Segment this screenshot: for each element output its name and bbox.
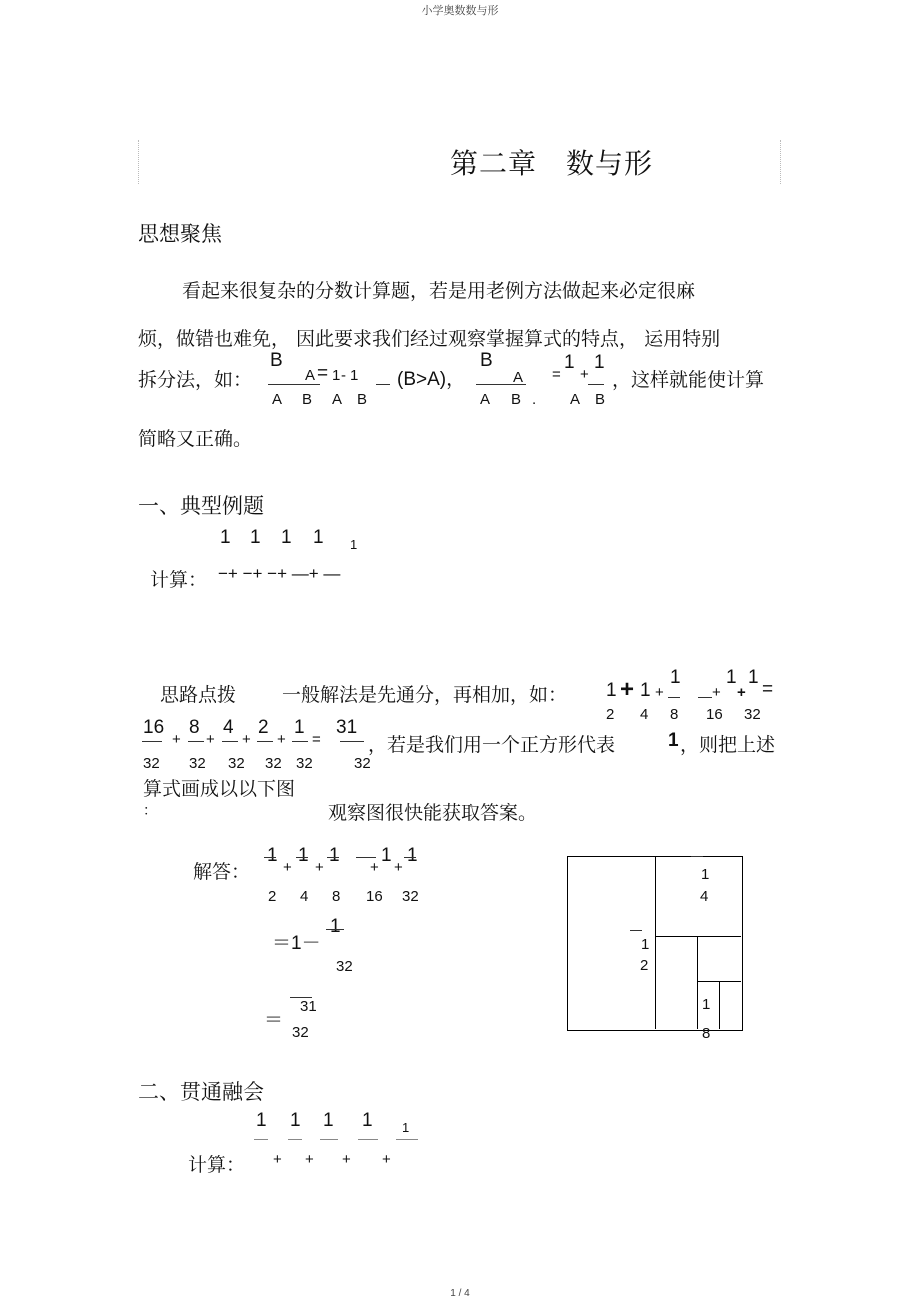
label-quarter-den: 4 [700, 888, 709, 905]
thirty-second-divider [719, 981, 720, 1029]
answer-label: 解答： [193, 861, 251, 883]
hint-line-4-colon: ： [143, 803, 157, 819]
page-header: 小学奥数数与形 [421, 4, 499, 17]
chapter-title: 第二章 数与形 [450, 147, 654, 180]
hint-label: 思路点拨 [160, 684, 237, 706]
label-eighth-num: 1 [702, 996, 711, 1013]
section-1-heading: 一、典型例题 [138, 494, 264, 518]
hint-line-4-text: 观察图很快能获取答案。 [328, 802, 538, 824]
quarter-divider [655, 936, 741, 937]
example-label: 计算： [150, 569, 208, 591]
eighth-divider [697, 936, 698, 1029]
hint-line-2-tail: ，则把上述 [680, 734, 776, 756]
hint-line-3: 算式画成以以下图 [143, 778, 296, 800]
half-divider [655, 856, 656, 1029]
hint-line-2-one: 1 [668, 730, 679, 751]
page-number: 1 / 4 [450, 1288, 470, 1299]
label-quarter-num: 1 [701, 866, 710, 883]
title-right-rule [780, 140, 781, 184]
example-operators: −+ −+ −+ —+ — [218, 564, 341, 583]
intro-line-2: 烦，做错也难免， 因此要求我们经过观察掌握算式的特点， 运用特别 [138, 328, 721, 350]
label-half-num: 1 [641, 936, 650, 953]
title-left-rule [138, 140, 139, 184]
intro-line-3-suffix: ，这样就能使计算 [612, 369, 765, 391]
section-focus-heading: 思想聚焦 [138, 222, 222, 246]
intro-line-1: 看起来很复杂的分数计算题，若是用老例方法做起来必定很麻 [182, 280, 696, 302]
label-eighth-den: 8 [702, 1025, 711, 1042]
intro-line-4: 简略又正确。 [138, 428, 253, 450]
label-half-den: 2 [640, 957, 649, 974]
hint-line-2-text: ，若是我们用一个正方形代表 [368, 734, 616, 756]
practice-label: 计算： [188, 1154, 246, 1176]
section-2-heading: 二、贯通融会 [138, 1080, 264, 1104]
intro-line-3-prefix: 拆分法，如： [138, 369, 253, 391]
hint-text: 一般解法是先通分，再相加，如： [282, 684, 568, 706]
